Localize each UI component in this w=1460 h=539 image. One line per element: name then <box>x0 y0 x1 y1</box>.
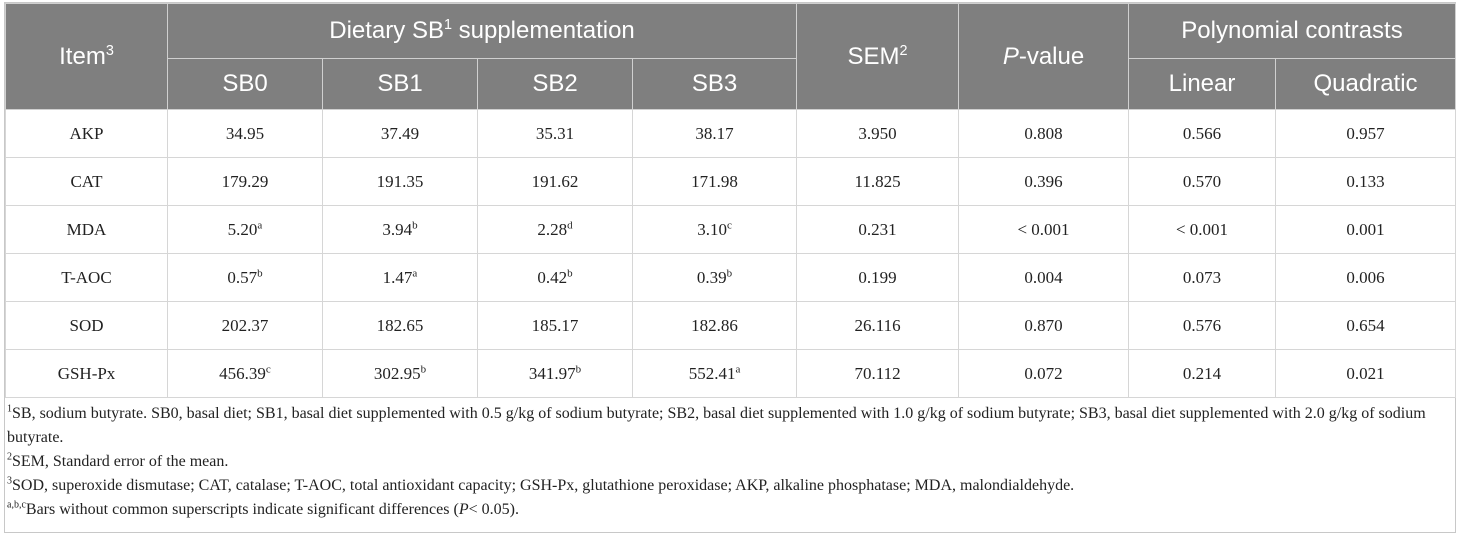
cell-sem: 0.199 <box>797 254 959 302</box>
table-row <box>6 350 1456 398</box>
cell-quadratic: 0.006 <box>1276 254 1456 302</box>
cell-sb0: 456.39$^c$ <box>168 350 323 398</box>
cell-linear: 0.566 <box>1129 110 1276 158</box>
cell-sb0: 179.29 <box>168 158 323 206</box>
significance-letter: a <box>735 362 741 375</box>
cell-item: CAT <box>6 158 168 206</box>
cell-linear: 0.570 <box>1129 158 1276 206</box>
cell-sb3: 3.10$^c$ <box>633 206 797 254</box>
table-figure <box>4 2 1456 533</box>
header-item: Item$^3$ <box>6 4 168 110</box>
cell-linear: 0.073 <box>1129 254 1276 302</box>
cell-sb1: 191.35 <box>323 158 478 206</box>
cell-item: T-AOC <box>6 254 168 302</box>
cell-item: SOD <box>6 302 168 350</box>
cell-sem: 0.231 <box>797 206 959 254</box>
cell-linear: 0.576 <box>1129 302 1276 350</box>
header-sb3: SB3 <box>633 59 797 110</box>
cell-sb1: 302.95$^b$ <box>323 350 478 398</box>
cell-linear: 0.214 <box>1129 350 1276 398</box>
header-sem: SEM$^2$ <box>797 4 959 110</box>
significance-letter: b <box>726 266 733 279</box>
significance-letter: b <box>257 266 263 279</box>
footnote-3: $^3$SOD, superoxide dismutase; CAT, catalase; T-AOC, total antioxidant capacity; GSH-Px, glutathione peroxidase; AKP, alkaline phosphatase; MDA, malondialdehyde. <box>7 475 1075 494</box>
significance-letter: b <box>567 266 573 279</box>
significance-letter: a <box>257 218 263 231</box>
cell-quadratic: 0.654 <box>1276 302 1456 350</box>
cell-sb2: 341.97$^b$ <box>478 350 633 398</box>
cell-linear: < 0.001 <box>1129 206 1276 254</box>
cell-sem: 26.116 <box>797 302 959 350</box>
significance-letter: d <box>567 218 573 231</box>
cell-sem: 11.825 <box>797 158 959 206</box>
cell-sb2: 0.42$^b$ <box>478 254 633 302</box>
cell-sem: 70.112 <box>797 350 959 398</box>
cell-sb3: 0.39$^b$ <box>633 254 797 302</box>
header-sb1: SB1 <box>323 59 478 110</box>
significance-letter: a <box>412 266 418 279</box>
cell-sb1: 182.65 <box>323 302 478 350</box>
cell-item: GSH-Px <box>6 350 168 398</box>
cell-p: 0.072 <box>959 350 1129 398</box>
footnote-2: $^2$SEM, Standard error of the mean. <box>7 451 229 470</box>
significance-letter: b <box>412 218 418 231</box>
cell-sb3: 182.86 <box>633 302 797 350</box>
cell-item: MDA <box>6 206 168 254</box>
table-row <box>6 302 1456 350</box>
significance-letter: c <box>726 218 732 231</box>
cell-sb2: 35.31 <box>478 110 633 158</box>
cell-sb3: 38.17 <box>633 110 797 158</box>
cell-p: 0.870 <box>959 302 1129 350</box>
cell-quadratic: 0.021 <box>1276 350 1456 398</box>
footnote-1: $^1$SB, sodium butyrate. SB0, basal diet; SB1, basal diet supplemented with 0.5 g/kg of sodium butyrate; SB2, basal diet supplemented with 1.0 g/kg of sodium butyrate; SB3, basal diet supplemented with 2.0 g/kg of sodium butyrate. <box>7 403 1426 446</box>
cell-quadratic: 0.001 <box>1276 206 1456 254</box>
table-body <box>6 110 1456 398</box>
cell-sem: 3.950 <box>797 110 959 158</box>
table-row <box>6 206 1456 254</box>
header-linear: Linear <box>1129 59 1276 110</box>
cell-sb1: 37.49 <box>323 110 478 158</box>
cell-quadratic: 0.133 <box>1276 158 1456 206</box>
header-quadratic: Quadratic <box>1276 59 1456 110</box>
footnotes <box>5 398 1455 522</box>
table-header <box>6 4 1456 110</box>
cell-sb0: 34.95 <box>168 110 323 158</box>
cell-p: 0.004 <box>959 254 1129 302</box>
cell-sb3: 171.98 <box>633 158 797 206</box>
header-sb0: SB0 <box>168 59 323 110</box>
cell-sb0: 5.20$^a$ <box>168 206 323 254</box>
cell-p: < 0.001 <box>959 206 1129 254</box>
cell-sb0: 202.37 <box>168 302 323 350</box>
cell-quadratic: 0.957 <box>1276 110 1456 158</box>
header-p-value: P-value <box>959 4 1129 110</box>
cell-sb0: 0.57$^b$ <box>168 254 323 302</box>
cell-sb3: 552.41$^a$ <box>633 350 797 398</box>
table-row <box>6 110 1456 158</box>
table-row <box>6 158 1456 206</box>
cell-sb2: 2.28$^d$ <box>478 206 633 254</box>
header-sb2: SB2 <box>478 59 633 110</box>
header-dietary: Dietary $SB^1$ supplementation <box>168 4 797 59</box>
significance-letter: b <box>420 362 427 375</box>
header-polynomial: Polynomial contrasts <box>1129 4 1456 59</box>
significance-letter: c <box>265 362 271 375</box>
table-row <box>6 254 1456 302</box>
data-table <box>5 3 1456 398</box>
cell-sb1: 3.94$^b$ <box>323 206 478 254</box>
cell-p: 0.396 <box>959 158 1129 206</box>
footnote-4: $^{a,b,c}$Bars without common superscripts indicate significant differences (P< 0.05). <box>7 499 519 518</box>
cell-sb1: 1.47$^a$ <box>323 254 478 302</box>
significance-letter: b <box>575 362 582 375</box>
cell-sb2: 191.62 <box>478 158 633 206</box>
cell-item: AKP <box>6 110 168 158</box>
cell-p: 0.808 <box>959 110 1129 158</box>
cell-sb2: 185.17 <box>478 302 633 350</box>
